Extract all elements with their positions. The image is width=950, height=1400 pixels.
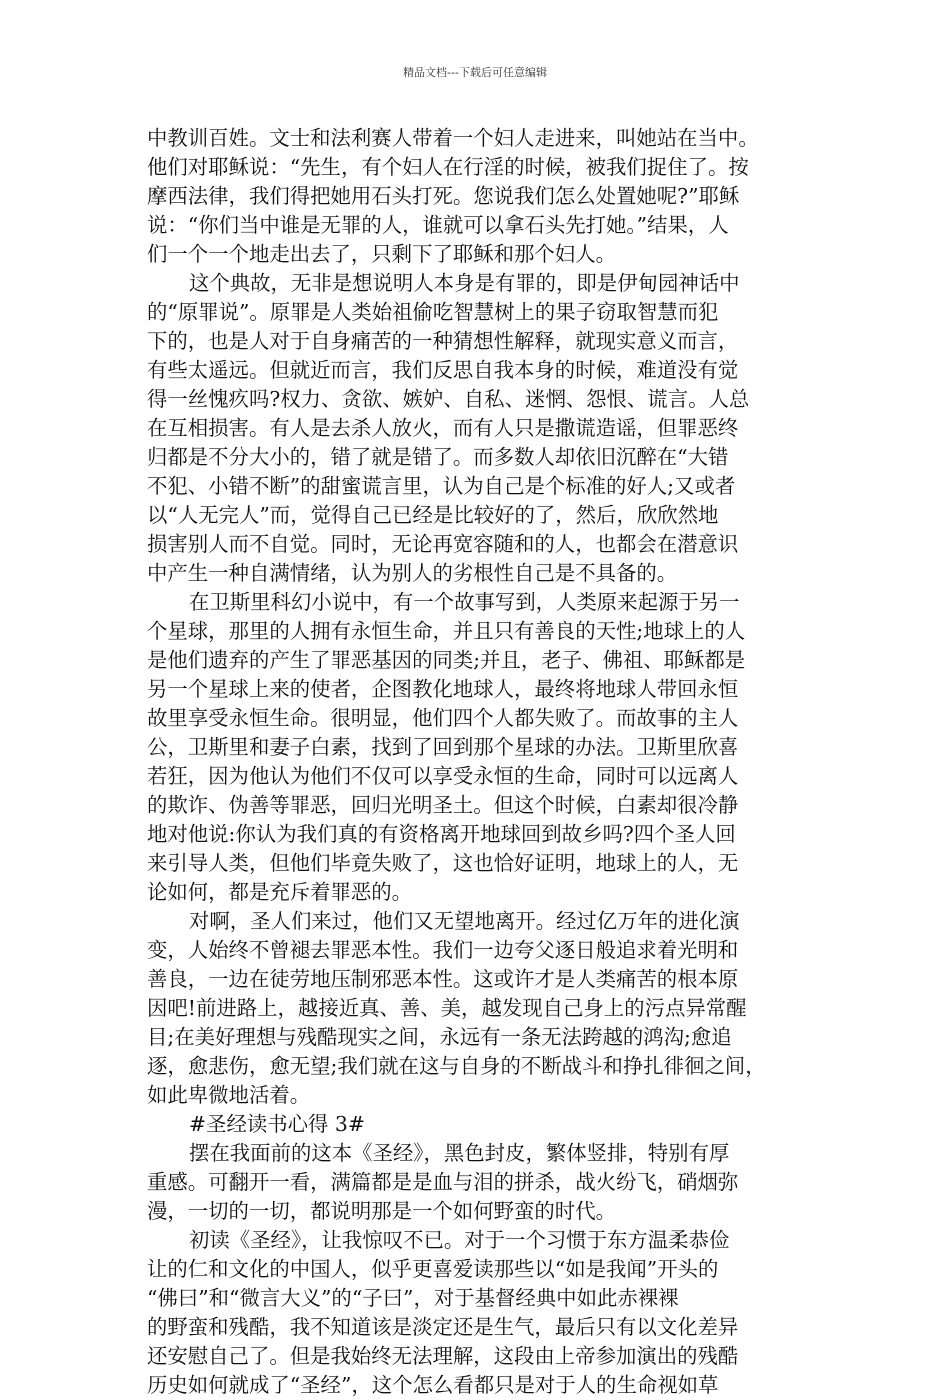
- text-line: 对啊，圣人们来过，他们又无望地离开。经过亿万年的进化演: [189, 909, 740, 933]
- paragraph: [147, 907, 827, 1110]
- text-line: 如此卑微地活着。: [147, 1083, 311, 1107]
- text-line: 归都是不分大小的，错了就是错了。而多数人却依旧沉醉在“大错: [147, 445, 729, 469]
- text-line: 目;在美好理想与残酷现实之间，永远有一条无法跨越的鸿沟;愈追: [147, 1025, 732, 1049]
- text-line: 下的，也是人对于自身痛苦的一种猜想性解释，就现实意义而言，: [147, 329, 739, 353]
- text-line: 还安慰自己了。但是我始终无法理解，这段由上帝参加演出的残酷: [147, 1344, 739, 1368]
- text-line: 是他们遗弃的产生了罪恶基因的同类;并且，老子、佛祖、耶稣都是: [147, 648, 746, 672]
- paragraph: [147, 588, 827, 907]
- text-line: 的欺诈、伪善等罪恶，回归光明圣土。但这个时候，白素却很冷静: [147, 793, 739, 817]
- text-line: 论如何，都是充斥着罪恶的。: [147, 880, 413, 904]
- text-line: 中产生一种自满情绪，认为别人的劣根性自己是不具备的。: [147, 561, 678, 585]
- text-line: 不犯、小错不断”的甜蜜谎言里，认为自己是个标准的好人;又或者: [147, 474, 736, 498]
- text-line: 这个典故，无非是想说明人本身是有罪的，即是伊甸园神话中: [189, 271, 740, 295]
- text-line: 历史如何就成了“圣经”，这个怎么看都只是对于人的生命视如草: [147, 1373, 719, 1397]
- text-line: 变，人始终不曾褪去罪恶本性。我们一边夸父逐日般追求着光明和: [147, 938, 739, 962]
- text-line: 个星球，那里的人拥有永恒生命，并且只有善良的天性;地球上的人: [147, 619, 746, 643]
- text-line: 摆在我面前的这本《圣经》，黑色封皮，繁体竖排，特别有厚: [189, 1141, 730, 1165]
- text-line: 他们对耶稣说：“先生，有个妇人在行淫的时候，被我们捉住了。按: [147, 155, 749, 179]
- text-line: 若狂，因为他认为他们不仅可以享受永恒的生命，同时可以远离人: [147, 764, 739, 788]
- text-line: 的“原罪说”。原罪是人类始祖偷吃智慧树上的果子窃取智慧而犯: [147, 300, 719, 324]
- text-line: 说：“你们当中谁是无罪的人，谁就可以拿石头先打她。”结果，人: [147, 213, 729, 237]
- text-line: 损害别人而不自觉。同时，无论再宽容随和的人，也都会在潜意识: [147, 532, 739, 556]
- text-line: 公，卫斯里和妻子白素，找到了回到那个星球的办法。卫斯里欣喜: [147, 735, 739, 759]
- text-line: 在互相损害。有人是去杀人放火，而有人只是撒谎造谣，但罪恶终: [147, 416, 739, 440]
- text-line: 地对他说:你认为我们真的有资格离开地球回到故乡吗?四个圣人回: [147, 822, 736, 846]
- text-line: 漫，一切的一切，都说明那是一个如何野蛮的时代。: [147, 1199, 616, 1223]
- text-line: 逐，愈悲伤，愈无望;我们就在这与自身的不断战斗和挣扎徘徊之间，: [147, 1054, 766, 1078]
- text-line: 来引导人类，但他们毕竟失败了，这也恰好证明，地球上的人，无: [147, 851, 739, 875]
- text-line: 让的仁和文化的中国人，似乎更喜爱读那些以“如是我闻”开头的: [147, 1257, 719, 1281]
- text-line: 因吧!前进路上，越接近真、善、美，越发现自己身上的污点异常醒: [147, 996, 747, 1020]
- text-line: 另一个星球上来的使者，企图教化地球人，最终将地球人带回永恒: [147, 677, 739, 701]
- section-heading: [147, 1110, 827, 1139]
- text-line: 初读《圣经》，让我惊叹不已。对于一个习惯于东方温柔恭俭: [189, 1228, 730, 1252]
- paragraph: [147, 124, 827, 269]
- heading-text: #圣经读书心得 3#: [189, 1112, 365, 1136]
- text-line: 有些太遥远。但就近而言，我们反思自我本身的时候，难道没有觉: [147, 358, 739, 382]
- text-line: 善良，一边在徒劳地压制邪恶本性。这或许才是人类痛苦的根本原: [147, 967, 739, 991]
- paragraph: [147, 269, 827, 588]
- text-line: 重感。可翻开一看，满篇都是是血与泪的拼杀，战火纷飞，硝烟弥: [147, 1170, 739, 1194]
- text-line: 得一丝愧疚吗?权力、贪欲、嫉妒、自私、迷惘、怨恨、谎言。人总: [147, 387, 750, 411]
- paragraph: [147, 1139, 827, 1226]
- text-line: 摩西法律，我们得把她用石头打死。您说我们怎么处置她呢?”耶稣: [147, 184, 740, 208]
- paragraph: [147, 1226, 827, 1400]
- text-line: “佛曰”和“微言大义”的“子曰”，对于基督经典中如此赤裸裸: [147, 1286, 679, 1310]
- text-line: 以“人无完人”而，觉得自己已经是比较好的了，然后，欣欣然地: [147, 503, 719, 527]
- text-line: 在卫斯里科幻小说中，有一个故事写到，人类原来起源于另一: [189, 590, 740, 614]
- page-header: 精品文档---下载后可任意编辑: [403, 66, 547, 79]
- document-body: [147, 124, 827, 1400]
- text-line: 的野蛮和残酷，我不知道该是淡定还是生气，最后只有以文化差异: [147, 1315, 739, 1339]
- text-line: 故里享受永恒生命。很明显，他们四个人都失败了。而故事的主人: [147, 706, 739, 730]
- text-line: 们一个一个地走出去了，只剩下了耶稣和那个妇人。: [147, 242, 616, 266]
- text-line: 中教训百姓。文士和法利赛人带着一个妇人走进来，叫她站在当中。: [147, 126, 759, 150]
